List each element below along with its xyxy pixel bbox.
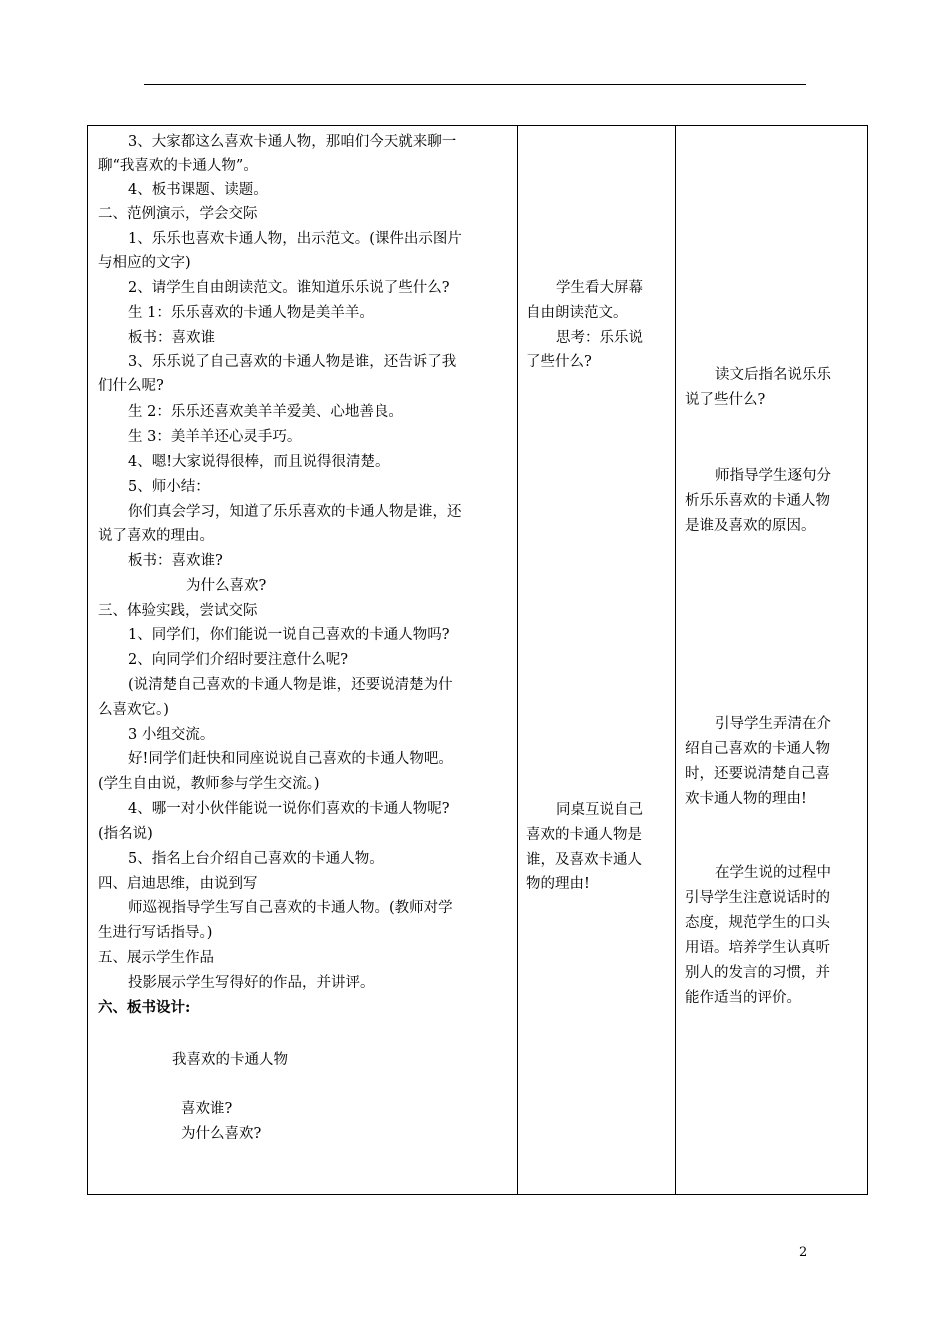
text-line: 绍自己喜欢的卡通人物 (685, 741, 830, 757)
design-intent-column (675, 126, 869, 1194)
text-line: 能作适当的评价。 (685, 990, 801, 1006)
text-line: 3、乐乐说了自己喜欢的卡通人物是谁，还告诉了我 (128, 354, 457, 370)
text-line: 欢卡通人物的理由! (685, 791, 807, 807)
text-line: (说清楚自己喜欢的卡通人物是谁，还要说清楚为什 (128, 677, 453, 693)
text-line: 在学生说的过程中 (715, 865, 831, 881)
text-line: 师指导学生逐句分 (715, 468, 831, 484)
text-line: 4、哪一对小伙伴能说一说你们喜欢的卡通人物呢? (128, 801, 450, 817)
text-line: 1、乐乐也喜欢卡通人物，出示范文。(课件出示图片 (128, 231, 462, 247)
text-line: 了些什么? (526, 354, 592, 370)
text-line: 2、请学生自由朗读范文。谁知道乐乐说了些什么? (128, 280, 450, 296)
text-line: 4、板书课题、读题。 (128, 182, 268, 198)
text-line: 投影展示学生写得好的作品，并讲评。 (128, 975, 375, 991)
text-line: 师巡视指导学生写自己喜欢的卡通人物。(教师对学 (128, 900, 453, 916)
text-line: 喜欢的卡通人物是 (526, 827, 642, 843)
text-line: 生进行写话指导。) (98, 925, 213, 941)
text-line: 板书：喜欢谁 (128, 330, 215, 346)
text-line: 说了些什么? (685, 392, 766, 408)
text-line: 思考：乐乐说 (556, 330, 643, 346)
text-line: 引导学生注意说话时的 (685, 890, 830, 906)
lesson-plan-table (87, 125, 868, 1195)
text-line: 板书：喜欢谁? (128, 553, 223, 569)
text-line: 引导学生弄清在介 (715, 716, 831, 732)
text-line: 物的理由! (526, 876, 590, 892)
text-line: 喜欢谁? (181, 1101, 233, 1117)
text-line: (指名说) (98, 826, 153, 842)
text-line: 你们真会学习，知道了乐乐喜欢的卡通人物是谁，还 (128, 504, 462, 520)
text-line: 4、嗯!大家说得很棒，而且说得很清楚。 (128, 454, 390, 470)
text-line: 五、展示学生作品 (98, 950, 214, 966)
text-line: 1、同学们，你们能说一说自己喜欢的卡通人物吗? (128, 627, 450, 643)
text-line: 3、大家都这么喜欢卡通人物，那咱们今天就来聊一 (128, 134, 457, 150)
text-line: 生 2：乐乐还喜欢美羊羊爱美、心地善良。 (128, 404, 403, 420)
text-line: 么喜欢它。) (98, 702, 169, 718)
text-line: 3 小组交流。 (128, 727, 215, 743)
text-line: 态度，规范学生的口头 (685, 915, 830, 931)
text-line: 5、指名上台介绍自己喜欢的卡通人物。 (128, 851, 384, 867)
text-line: 别人的发言的习惯，并 (685, 965, 830, 981)
text-line: 为什么喜欢? (181, 1126, 262, 1142)
text-line: 时，还要说清楚自己喜 (685, 766, 830, 782)
text-line: 自由朗读范文。 (526, 305, 628, 321)
text-line: 三、体验实践，尝试交际 (98, 603, 258, 619)
header-rule (144, 84, 806, 85)
text-line: 是谁及喜欢的原因。 (685, 518, 816, 534)
text-line: 好!同学们赶快和同座说说自己喜欢的卡通人物吧。 (128, 751, 453, 767)
text-line: 读文后指名说乐乐 (715, 367, 831, 383)
text-line: 六、板书设计: (98, 999, 191, 1016)
teaching-process-column (88, 126, 517, 1194)
text-line: 学生看大屏幕 (556, 280, 643, 296)
text-line: 四、启迪思维，由说到写 (98, 876, 258, 892)
text-line: 我喜欢的卡通人物 (172, 1052, 288, 1068)
text-line: 聊“我喜欢的卡通人物”。 (98, 158, 258, 174)
text-line: 为什么喜欢? (186, 578, 267, 594)
text-line: 与相应的文字) (98, 255, 191, 271)
text-line: 析乐乐喜欢的卡通人物 (685, 493, 830, 509)
page-number: 2 (799, 1245, 808, 1260)
text-line: 谁，及喜欢卡通人 (526, 852, 642, 868)
student-activity-column (517, 126, 675, 1194)
text-line: 用语。培养学生认真听 (685, 940, 830, 956)
text-line: (学生自由说，教师参与学生交流。) (98, 776, 320, 792)
text-line: 二、范例演示，学会交际 (98, 206, 258, 222)
text-line: 们什么呢? (98, 378, 164, 394)
text-line: 说了喜欢的理由。 (98, 528, 214, 544)
text-line: 5、师小结： (128, 479, 210, 495)
text-line: 生 3：美羊羊还心灵手巧。 (128, 429, 302, 445)
text-line: 同桌互说自己 (556, 802, 643, 818)
text-line: 2、向同学们介绍时要注意什么呢? (128, 652, 348, 668)
text-line: 生 1：乐乐喜欢的卡通人物是美羊羊。 (128, 305, 374, 321)
